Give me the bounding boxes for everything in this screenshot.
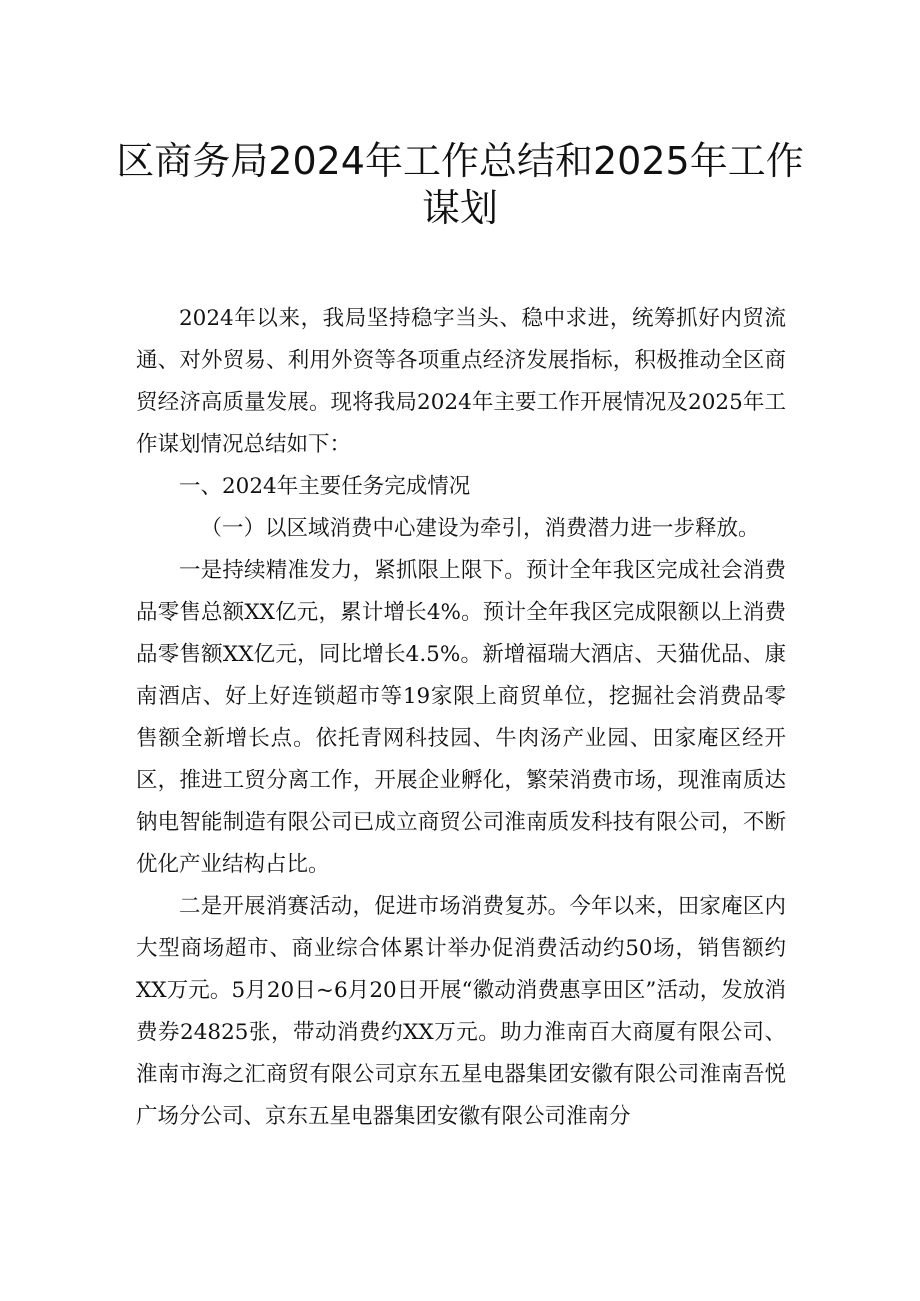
subsection-heading: （一）以区域消费中心建设为牵引，消费潜力进一步释放。 [200,516,760,541]
intro-paragraph: 2024年以来，我局坚持稳字当头、稳中求进，统筹抓好内贸流通、对外贸易、利用外资等各项重点经济发展指标，积极推动全区商贸经济高质量发展。现将我局2024年主要工作开展情况及2025年工作谋划情况总结如下： [136,306,786,457]
document-body [136,298,786,1138]
document-title-line-2: 谋划 [421,186,498,230]
section-heading: 一、2024年主要任务完成情况 [179,474,471,499]
body-paragraph-2: 二是开展消赛活动，促进市场消费复苏。今年以来，田家庵区内大型商场超市、商业综合体累计举办促消费活动约50场，销售额约XX万元。5月20日~6月20日开展“徽动消费惠享田区”活动，发放消费券24825张，带动消费约XX万元。助力淮南百大商厦有限公司、淮南市海之汇商贸有限公司京东五星电器集团安徽有限公司淮南吾悦广场分公司、京东五星电器集团安徽有限公司淮南分 [136,894,786,1129]
document-title-line-1: 区商务局2024年工作总结和2025年工作 [116,139,804,183]
body-paragraph-1: 一是持续精准发力，紧抓限上限下。预计全年我区完成社会消费品零售总额XX亿元，累计增长4%。预计全年我区完成限额以上消费品零售额XX亿元，同比增长4.5%。新增福瑞大酒店、天猫优品、康南酒店、好上好连锁超市等19家限上商贸单位，挖掘社会消费品零售额全新增长点。依托青网科技园、牛肉汤产业园、田家庵区经开区，推进工贸分离工作，开展企业孵化，繁荣消费市场，现淮南质达钠电智能制造有限公司已成立商贸公司淮南质发科技有限公司，不断优化产业结构占比。 [136,558,786,877]
